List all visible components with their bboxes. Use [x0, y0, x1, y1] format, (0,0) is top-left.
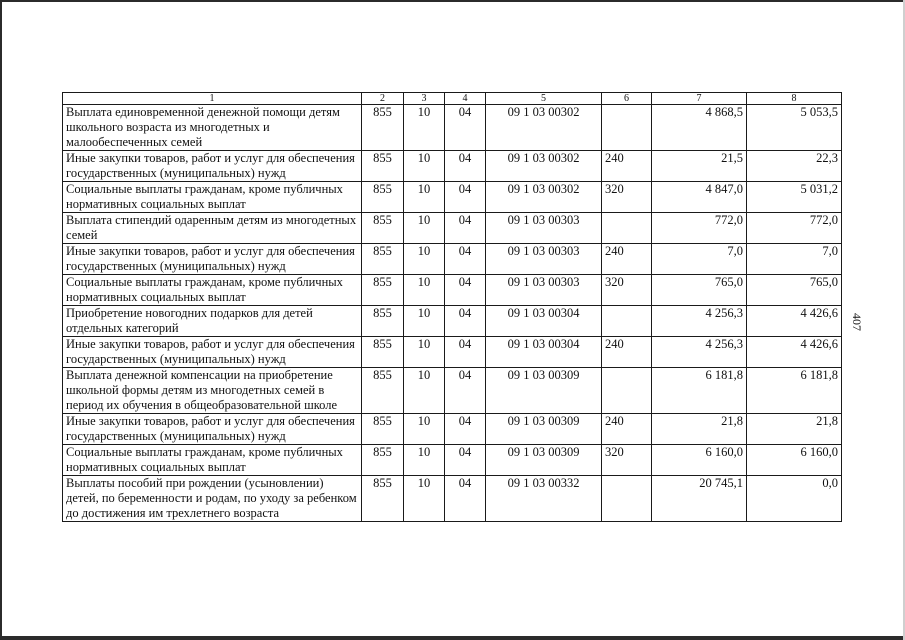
expense-type-code: 240 [602, 414, 652, 445]
target-article-code: 09 1 03 00304 [486, 306, 602, 337]
section-code: 10 [404, 414, 445, 445]
expense-name: Выплаты пособий при рождении (усыновлении) детей, по беременности и родам, по уходу за ребенком до достижения им трехлетнего возраста [63, 476, 362, 522]
col-header-6: 6 [602, 93, 652, 105]
target-article-code: 09 1 03 00332 [486, 476, 602, 522]
amount-col8: 21,8 [747, 414, 842, 445]
subsection-code: 04 [445, 337, 486, 368]
section-code: 10 [404, 337, 445, 368]
target-article-code: 09 1 03 00303 [486, 213, 602, 244]
expense-name: Выплата единовременной денежной помощи детям школьного возраста из многодетных и малообеспеченных семей [63, 105, 362, 151]
department-code: 855 [362, 244, 404, 275]
section-code: 10 [404, 306, 445, 337]
target-article-code: 09 1 03 00304 [486, 337, 602, 368]
target-article-code: 09 1 03 00309 [486, 445, 602, 476]
col-header-8: 8 [747, 93, 842, 105]
table-row [63, 105, 842, 151]
expense-type-code: 240 [602, 151, 652, 182]
table-row [63, 476, 842, 522]
amount-col8: 4 426,6 [747, 337, 842, 368]
department-code: 855 [362, 368, 404, 414]
subsection-code: 04 [445, 105, 486, 151]
table-row [63, 182, 842, 213]
amount-col7: 4 847,0 [652, 182, 747, 213]
expense-name: Иные закупки товаров, работ и услуг для обеспечения государственных (муниципальных) нужд [63, 414, 362, 445]
table-row [63, 275, 842, 306]
department-code: 855 [362, 306, 404, 337]
expense-type-code: 320 [602, 182, 652, 213]
amount-col7: 6 160,0 [652, 445, 747, 476]
expense-type-code: 320 [602, 445, 652, 476]
amount-col8: 0,0 [747, 476, 842, 522]
amount-col8: 772,0 [747, 213, 842, 244]
section-code: 10 [404, 151, 445, 182]
expense-name: Приобретение новогодних подарков для детей отдельных категорий [63, 306, 362, 337]
section-code: 10 [404, 213, 445, 244]
expense-name: Социальные выплаты гражданам, кроме публичных нормативных социальных выплат [63, 182, 362, 213]
amount-col7: 772,0 [652, 213, 747, 244]
amount-col7: 4 256,3 [652, 337, 747, 368]
subsection-code: 04 [445, 151, 486, 182]
expense-type-code: 320 [602, 275, 652, 306]
amount-col7: 21,5 [652, 151, 747, 182]
table-row [63, 151, 842, 182]
expense-name: Социальные выплаты гражданам, кроме публичных нормативных социальных выплат [63, 275, 362, 306]
subsection-code: 04 [445, 213, 486, 244]
department-code: 855 [362, 105, 404, 151]
table-row [63, 414, 842, 445]
subsection-code: 04 [445, 182, 486, 213]
amount-col7: 4 256,3 [652, 306, 747, 337]
section-code: 10 [404, 105, 445, 151]
amount-col8: 6 160,0 [747, 445, 842, 476]
department-code: 855 [362, 445, 404, 476]
department-code: 855 [362, 476, 404, 522]
subsection-code: 04 [445, 306, 486, 337]
department-code: 855 [362, 151, 404, 182]
amount-col8: 5 053,5 [747, 105, 842, 151]
budget-table [62, 92, 842, 522]
amount-col7: 6 181,8 [652, 368, 747, 414]
target-article-code: 09 1 03 00302 [486, 105, 602, 151]
amount-col7: 21,8 [652, 414, 747, 445]
col-header-1: 1 [63, 93, 362, 105]
section-code: 10 [404, 244, 445, 275]
expense-type-code: 240 [602, 244, 652, 275]
header-row [63, 93, 842, 105]
table-row [63, 213, 842, 244]
expense-type-code [602, 368, 652, 414]
subsection-code: 04 [445, 275, 486, 306]
table-row [63, 244, 842, 275]
amount-col8: 6 181,8 [747, 368, 842, 414]
table-header [63, 93, 842, 105]
expense-name: Иные закупки товаров, работ и услуг для обеспечения государственных (муниципальных) нужд [63, 244, 362, 275]
expense-type-code [602, 306, 652, 337]
subsection-code: 04 [445, 414, 486, 445]
expense-type-code: 240 [602, 337, 652, 368]
target-article-code: 09 1 03 00309 [486, 414, 602, 445]
target-article-code: 09 1 03 00309 [486, 368, 602, 414]
subsection-code: 04 [445, 244, 486, 275]
department-code: 855 [362, 337, 404, 368]
col-header-3: 3 [404, 93, 445, 105]
target-article-code: 09 1 03 00302 [486, 182, 602, 213]
expense-name: Иные закупки товаров, работ и услуг для обеспечения государственных (муниципальных) нужд [63, 337, 362, 368]
subsection-code: 04 [445, 368, 486, 414]
department-code: 855 [362, 213, 404, 244]
expense-name: Социальные выплаты гражданам, кроме публичных нормативных социальных выплат [63, 445, 362, 476]
table-row [63, 368, 842, 414]
target-article-code: 09 1 03 00303 [486, 275, 602, 306]
amount-col8: 4 426,6 [747, 306, 842, 337]
section-code: 10 [404, 275, 445, 306]
amount-col7: 7,0 [652, 244, 747, 275]
department-code: 855 [362, 182, 404, 213]
section-code: 10 [404, 445, 445, 476]
page-number: 407 [850, 313, 864, 331]
expense-name: Иные закупки товаров, работ и услуг для обеспечения государственных (муниципальных) нужд [63, 151, 362, 182]
col-header-4: 4 [445, 93, 486, 105]
expense-type-code [602, 476, 652, 522]
section-code: 10 [404, 182, 445, 213]
target-article-code: 09 1 03 00303 [486, 244, 602, 275]
department-code: 855 [362, 414, 404, 445]
subsection-code: 04 [445, 445, 486, 476]
col-header-2: 2 [362, 93, 404, 105]
scan-border-top [0, 0, 905, 2]
amount-col7: 20 745,1 [652, 476, 747, 522]
department-code: 855 [362, 275, 404, 306]
col-header-7: 7 [652, 93, 747, 105]
expense-type-code [602, 213, 652, 244]
expense-name: Выплата денежной компенсации на приобретение школьной формы детям из многодетных семей в период их обучения в общеобразовательной школе [63, 368, 362, 414]
table-body [63, 105, 842, 522]
amount-col8: 7,0 [747, 244, 842, 275]
section-code: 10 [404, 476, 445, 522]
table-row [63, 337, 842, 368]
amount-col8: 22,3 [747, 151, 842, 182]
expense-name: Выплата стипендий одаренным детям из многодетных семей [63, 213, 362, 244]
subsection-code: 04 [445, 476, 486, 522]
scan-border-bottom [0, 636, 905, 640]
table-row [63, 306, 842, 337]
amount-col7: 4 868,5 [652, 105, 747, 151]
col-header-5: 5 [486, 93, 602, 105]
scan-border-left [0, 0, 2, 640]
table-row [63, 445, 842, 476]
target-article-code: 09 1 03 00302 [486, 151, 602, 182]
amount-col8: 765,0 [747, 275, 842, 306]
amount-col7: 765,0 [652, 275, 747, 306]
amount-col8: 5 031,2 [747, 182, 842, 213]
expense-type-code [602, 105, 652, 151]
section-code: 10 [404, 368, 445, 414]
